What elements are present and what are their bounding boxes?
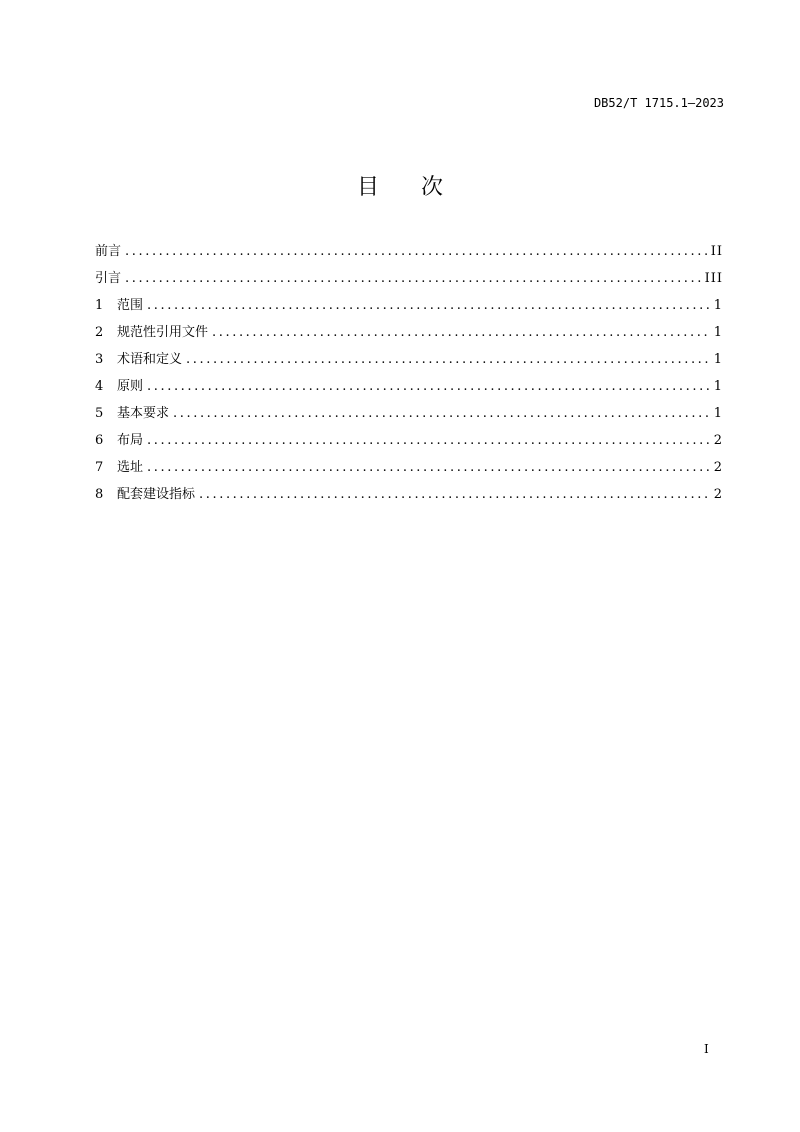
toc-entry-number: 3	[95, 352, 104, 367]
toc-entry-label: 布局	[117, 433, 144, 448]
toc-leader-dots	[199, 486, 710, 504]
toc-entry-number: 6	[95, 433, 104, 448]
toc-entry-number: 7	[95, 460, 104, 475]
toc-title	[0, 170, 800, 201]
toc-entry-layout[interactable]	[95, 432, 723, 459]
toc-leader-dots	[125, 270, 701, 288]
toc-leader-dots	[173, 405, 710, 423]
toc-leader-dots	[147, 378, 710, 396]
toc-entry-page: 1	[713, 406, 723, 421]
toc-entry-label: 选址	[117, 460, 144, 475]
toc-leader-dots	[212, 324, 710, 342]
toc-entry-page: 1	[713, 298, 723, 313]
toc-entry-page: 2	[713, 460, 723, 475]
toc-entry-page: 1	[713, 379, 723, 394]
toc-entry-label: 引言	[95, 271, 122, 286]
toc-entry-number: 2	[95, 325, 104, 340]
toc-entry-number: 4	[95, 379, 104, 394]
toc-entry-foreword[interactable]	[95, 243, 723, 270]
toc-leader-dots	[147, 459, 710, 477]
toc-entry-supporting-indicators[interactable]	[95, 486, 723, 513]
toc-leader-dots	[186, 351, 710, 369]
toc-entry-page: 2	[713, 487, 723, 502]
toc-entry-label: 前言	[95, 244, 122, 259]
toc-entry-introduction[interactable]	[95, 270, 723, 297]
toc-entry-label: 原则	[117, 379, 144, 394]
toc-leader-dots	[147, 432, 710, 450]
page-number: I	[704, 1042, 709, 1056]
toc-entry-number: 8	[95, 487, 104, 502]
toc-entry-page: 2	[713, 433, 723, 448]
toc-entry-normative-references[interactable]	[95, 324, 723, 351]
toc-entry-label: 范围	[117, 298, 144, 313]
toc-leader-dots	[147, 297, 710, 315]
toc-entry-terms-definitions[interactable]	[95, 351, 723, 378]
toc-entry-principles[interactable]	[95, 378, 723, 405]
toc-entry-basic-requirements[interactable]	[95, 405, 723, 432]
toc-title-part2: 次	[421, 175, 444, 200]
toc-entry-number: 5	[95, 406, 104, 421]
toc-leader-dots	[125, 243, 707, 261]
toc-entry-label: 规范性引用文件	[117, 325, 209, 340]
toc-entry-label: 术语和定义	[117, 352, 183, 367]
toc-entry-page: III	[704, 271, 723, 286]
table-of-contents	[95, 243, 723, 513]
toc-entry-page: 1	[713, 352, 723, 367]
toc-entry-site-selection[interactable]	[95, 459, 723, 486]
toc-entry-page: II	[710, 244, 723, 259]
toc-entry-number: 1	[95, 298, 104, 313]
toc-entry-scope[interactable]	[95, 297, 723, 324]
toc-entry-label: 配套建设指标	[117, 487, 196, 502]
toc-title-part1: 目	[356, 175, 379, 200]
toc-entry-label: 基本要求	[117, 406, 170, 421]
document-code: DB52/T 1715.1—2023	[593, 96, 724, 110]
toc-entry-page: 1	[713, 325, 723, 340]
